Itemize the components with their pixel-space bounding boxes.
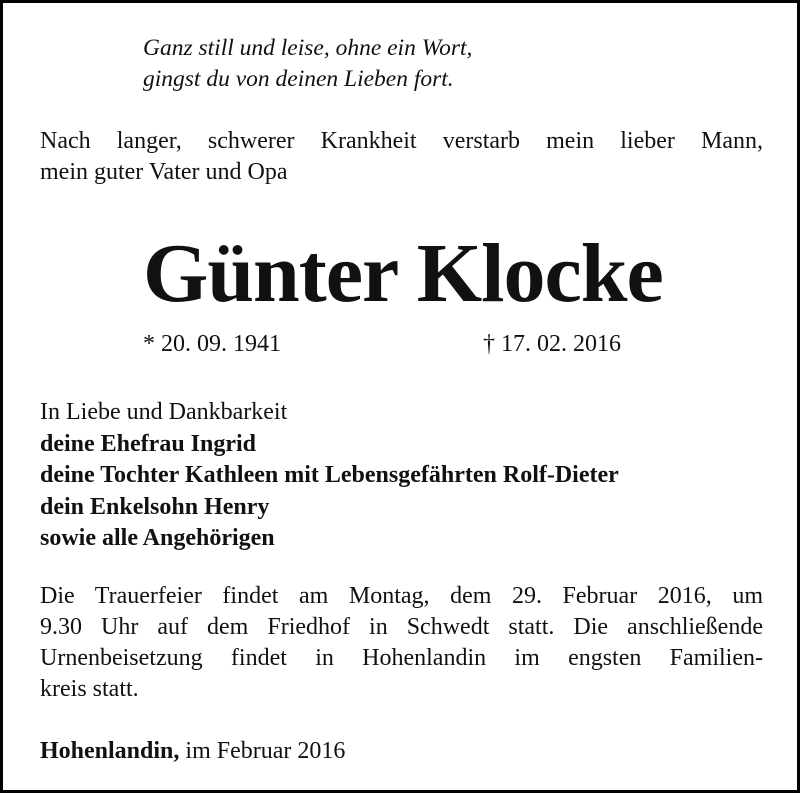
funeral-info — [40, 581, 763, 705]
mourner-entry: sowie alle Angehörigen — [40, 525, 275, 551]
poem-line: gingst du von deinen Lieben fort. — [143, 66, 454, 92]
closing-date: im Februar 2016 — [185, 738, 346, 764]
death-date: † 17. 02. 2016 — [483, 331, 621, 357]
intro-line: Nach langer, schwerer Krankheit verstarb mein lieber Mann, — [40, 128, 763, 154]
memorial-poem — [143, 33, 472, 95]
mourners-lead: In Liebe und Dankbarkeit — [40, 399, 288, 425]
birth-date: * 20. 09. 1941 — [143, 331, 281, 357]
poem-line: Ganz still und leise, ohne ein Wort, — [143, 35, 473, 61]
funeral-line: Urnenbeisetzung findet in Hohenlandin im engsten Familien- — [40, 645, 763, 671]
mourner-entry: dein Enkelsohn Henry — [40, 493, 270, 520]
place-and-date — [40, 736, 345, 767]
mourner-entry: deine Tochter Kathleen mit Lebensgefährten Rolf-Dieter — [40, 462, 619, 488]
closing-place: Hohenlandin, — [40, 738, 180, 764]
funeral-line: Die Trauerfeier findet am Montag, dem 29. Februar 2016, um — [40, 583, 763, 609]
deceased-name: Günter Klocke — [143, 227, 663, 320]
intro-line: mein guter Vater und Opa — [40, 159, 288, 185]
funeral-line: 9.30 Uhr auf dem Friedhof in Schwedt statt. Die anschließende — [40, 614, 763, 640]
intro-text — [40, 126, 763, 188]
mourners-list — [40, 397, 619, 555]
mourner-entry: deine Ehefrau Ingrid — [40, 430, 257, 457]
funeral-line: kreis statt. — [40, 676, 139, 702]
